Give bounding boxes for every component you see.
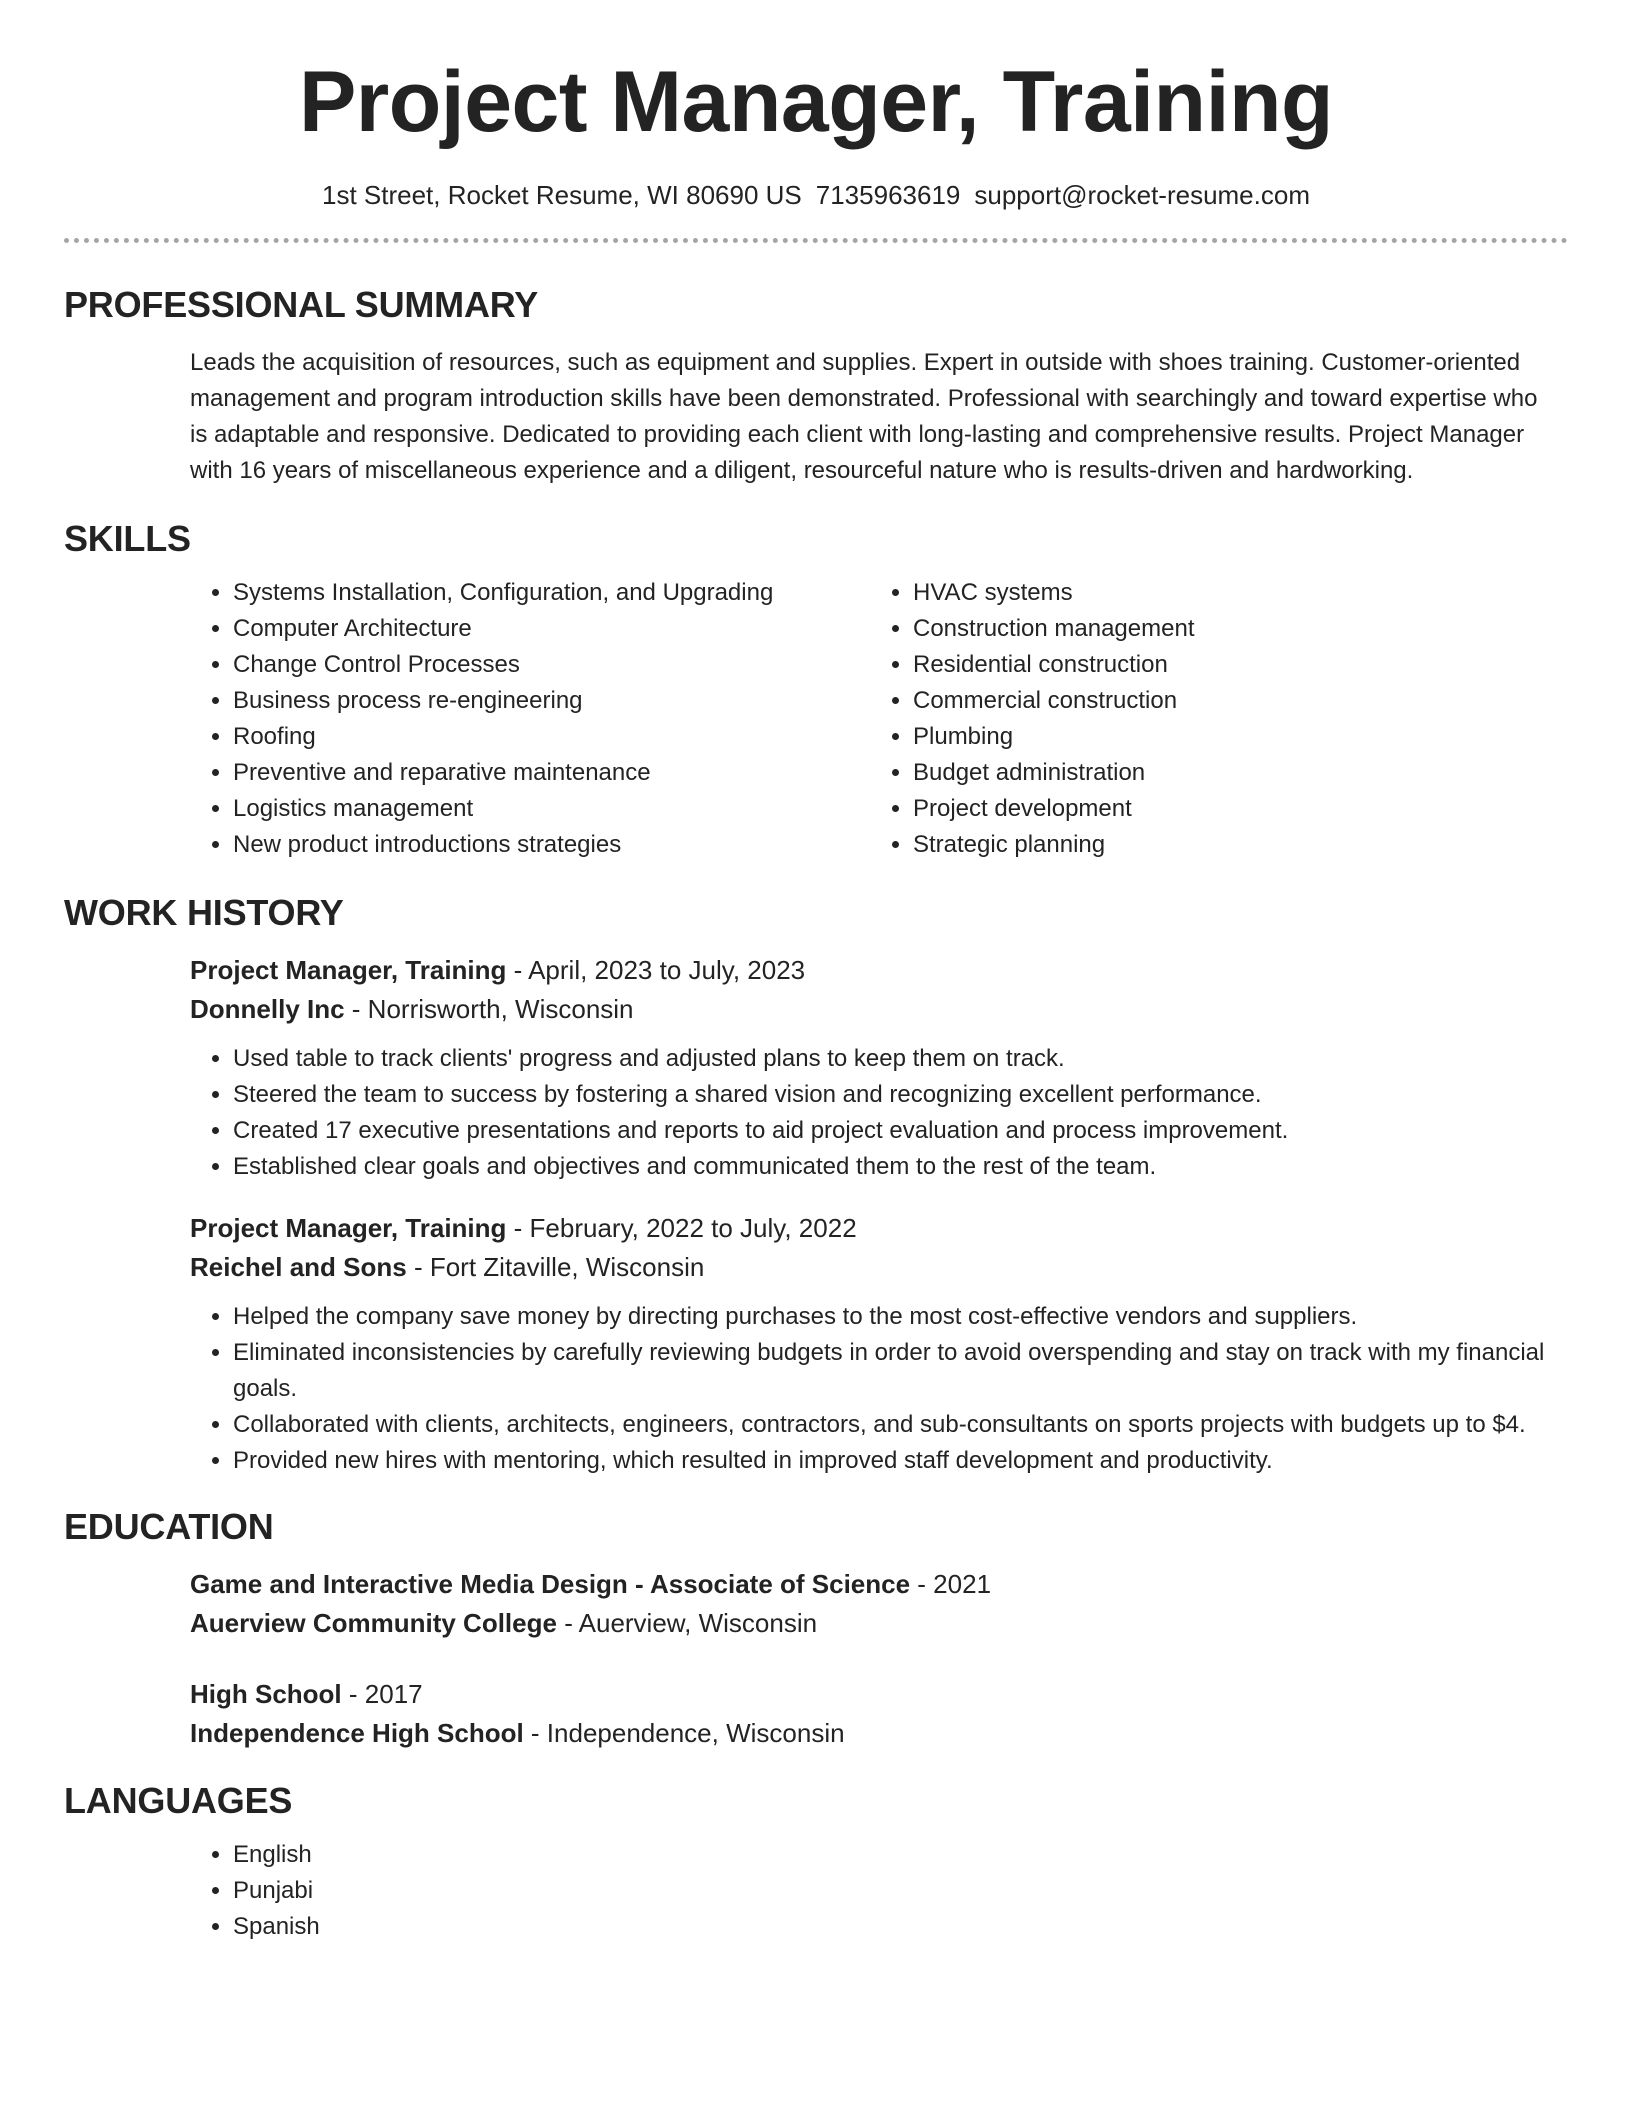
education-entry: [190, 1565, 1568, 1643]
education-year: - 2017: [341, 1679, 423, 1709]
summary-heading: PROFESSIONAL SUMMARY: [64, 284, 539, 325]
skill-item: • Plumbing: [913, 719, 1194, 755]
skill-item: • HVAC systems: [913, 575, 1194, 611]
job-company: Donnelly Inc: [190, 994, 345, 1024]
skill-item: • Strategic planning: [913, 827, 1194, 863]
job-bullet: • Helped the company save money by directing purchases to the most cost-effective vendors and suppliers.: [233, 1299, 1568, 1335]
job-bullets: [190, 1299, 1568, 1479]
language-item: • Spanish: [233, 1909, 1568, 1945]
education-year: - 2021: [910, 1569, 992, 1599]
skill-item: • Change Control Processes: [233, 647, 870, 683]
job-company-line: [190, 990, 1568, 1029]
header-divider: [64, 238, 1568, 243]
skill-item: • Construction management: [913, 611, 1194, 647]
summary-text: Leads the acquisition of resources, such as equipment and supplies. Expert in outside with shoes training. Customer-oriented management and program introduction skills have been demonstrated. Professional with searchingly and toward expertise who is adaptable and responsive. Dedicated to providing each client with long-lasting and comprehensive results. Project Manager with 16 years of miscellaneous experience and a diligent, resourceful nature who is results-driven and hardworking.: [190, 349, 1538, 484]
skill-item: • Budget administration: [913, 755, 1194, 791]
languages-list: [190, 1837, 1568, 1945]
skill-item: • Business process re-engineering: [233, 683, 870, 719]
job-bullet: • Established clear goals and objectives and communicated them to the rest of the team.: [233, 1149, 1568, 1185]
education-degree: High School: [190, 1679, 342, 1709]
job-bullets: [190, 1041, 1568, 1185]
job-dates: - April, 2023 to July, 2023: [506, 955, 806, 985]
job-bullet: • Provided new hires with mentoring, which resulted in improved staff development and productivity.: [233, 1443, 1568, 1479]
education-school-line: [190, 1714, 1568, 1753]
skill-item: • Residential construction: [913, 647, 1194, 683]
skill-item: • Computer Architecture: [233, 611, 870, 647]
education-entry: [190, 1675, 1568, 1753]
education-school-line: [190, 1604, 1568, 1643]
languages-section: [190, 1837, 1568, 1945]
skill-item: • Commercial construction: [913, 683, 1194, 719]
job-position: Project Manager, Training: [190, 955, 507, 985]
job-entry: [190, 1209, 1568, 1479]
skill-item: • Preventive and reparative maintenance: [233, 755, 870, 791]
education-school: Independence High School: [190, 1718, 524, 1748]
contact-address: 1st Street, Rocket Resume, WI 80690 US: [322, 180, 802, 210]
job-company: Reichel and Sons: [190, 1252, 407, 1282]
job-company-line: [190, 1248, 1568, 1287]
education-heading: EDUCATION: [64, 1506, 274, 1547]
education-degree: Game and Interactive Media Design - Associate of Science: [190, 1569, 911, 1599]
job-location: - Norrisworth, Wisconsin: [344, 994, 634, 1024]
skills-column-2: [870, 575, 1194, 863]
language-item: • English: [233, 1837, 1568, 1873]
skill-item: • Roofing: [233, 719, 870, 755]
job-bullet: • Created 17 executive presentations and reports to aid project evaluation and process improvement.: [233, 1113, 1568, 1149]
job-title-line: [190, 1209, 1568, 1248]
job-location: - Fort Zitaville, Wisconsin: [406, 1252, 705, 1282]
languages-heading: LANGUAGES: [64, 1780, 293, 1821]
education-degree-line: [190, 1565, 1568, 1604]
contact-phone: 7135963619: [815, 180, 961, 210]
job-dates: - February, 2022 to July, 2022: [506, 1213, 857, 1243]
skill-item: • Logistics management: [233, 791, 870, 827]
resume-name: Project Manager, Training: [298, 54, 1334, 150]
skills-heading: SKILLS: [64, 518, 191, 559]
job-bullet: • Collaborated with clients, architects, engineers, contractors, and sub-consultants on sports projects with budgets up to $4.: [233, 1407, 1568, 1443]
education-degree-line: [190, 1675, 1568, 1714]
job-bullet: • Eliminated inconsistencies by carefully reviewing budgets in order to avoid overspending and stay on track with my financial goals.: [233, 1335, 1568, 1407]
education-location: - Independence, Wisconsin: [523, 1718, 845, 1748]
resume-page: [64, 52, 1568, 1945]
skills-list: [190, 575, 1568, 863]
work-history-heading: WORK HISTORY: [64, 892, 344, 933]
job-bullet: • Steered the team to success by fostering a shared vision and recognizing excellent performance.: [233, 1077, 1568, 1113]
education-school: Auerview Community College: [190, 1608, 557, 1638]
skill-item: • New product introductions strategies: [233, 827, 870, 863]
skill-item: • Project development: [913, 791, 1194, 827]
job-title-line: [190, 951, 1568, 990]
skills-column-1: [190, 575, 870, 863]
skill-item: • Systems Installation, Configuration, and Upgrading: [233, 575, 870, 611]
education-location: - Auerview, Wisconsin: [556, 1608, 818, 1638]
language-item: • Punjabi: [233, 1873, 1568, 1909]
contact-email: support@rocket-resume.com: [974, 180, 1310, 210]
job-position: Project Manager, Training: [190, 1213, 507, 1243]
contact-line: [64, 178, 1568, 212]
job-entry: [190, 951, 1568, 1185]
job-bullet: • Used table to track clients' progress and adjusted plans to keep them on track.: [233, 1041, 1568, 1077]
